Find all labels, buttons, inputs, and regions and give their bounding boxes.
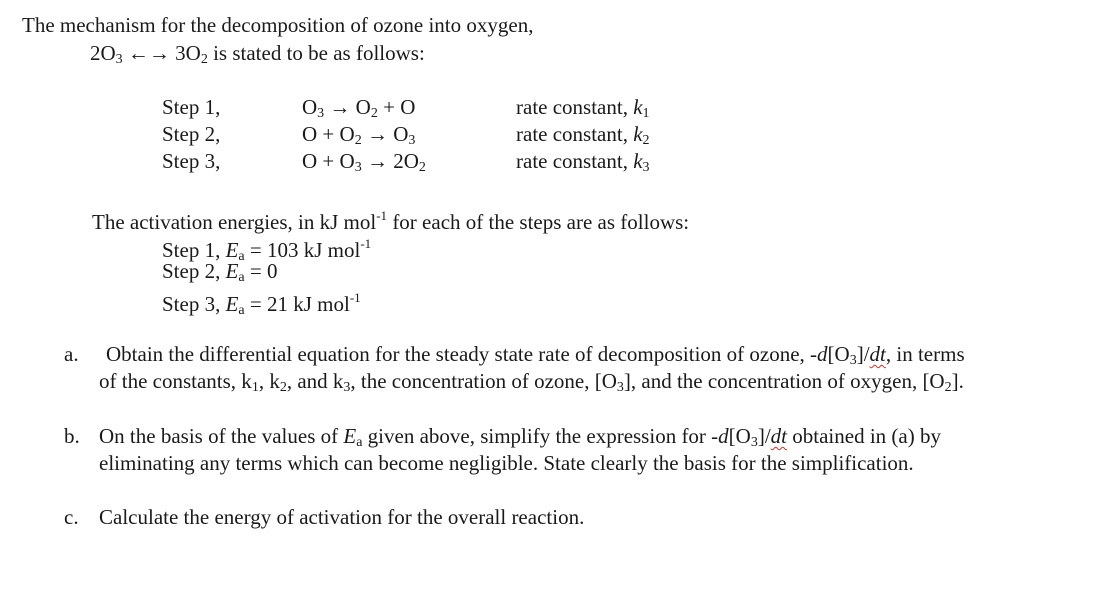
eq-oxygen-sub: 2 [200, 52, 208, 67]
question-b-marker: b. [64, 424, 80, 448]
step-3-label: Step 3, [162, 149, 221, 173]
question-c-line-1: Calculate the energy of activation for the overall reaction. [99, 505, 585, 529]
step-1-reaction: $O_3 \to O_2 + O$ [302, 95, 416, 121]
eq-ozone: 2O [90, 41, 116, 65]
step-3-reaction: $O + O_3 \to 2O_2$ [302, 149, 426, 175]
step-2-reaction: $O + O_2 \to O_3$ [302, 122, 416, 148]
activation-intro: The activation energies, in kJ mol$^{-1}$ for each of the steps are as follows: [92, 208, 690, 234]
question-a-marker: a. [64, 342, 79, 366]
question-a-line-1: Obtain the differential equation for the steady state rate of decomposition of ozone, $-d[O_3]/dt$, in terms [106, 342, 965, 368]
question-b-line-2: eliminating any terms which can become negligible. State clearly the basis for the simplification. [99, 451, 914, 475]
step-1-label: Step 1, [162, 95, 221, 119]
step-2-rate: rate constant, $k_2$ [516, 122, 650, 148]
question-a-line-2: of the constants, $k_1$, $k_2$, and $k_3$, the concentration of ozone, $[O_3]$, and the concentration of oxygen, $[O_2]$. [99, 369, 964, 395]
step-1-rate: rate constant, $k_1$ [516, 95, 650, 121]
question-b-line-1: On the basis of the values of $E_a$ given above, simplify the expression for $-d[O_3]/dt$ obtained in (a) by [99, 424, 941, 450]
eq-tail: is stated to be as follows: [207, 41, 425, 65]
eq-arrow: ←→ [127, 41, 170, 65]
eq-ozone-sub: 3 [115, 52, 123, 67]
question-c-marker: c. [64, 505, 79, 529]
intro-line-1: The mechanism for the decomposition of ozone into oxygen, [22, 13, 534, 37]
step-3-rate: rate constant, $k_3$ [516, 149, 650, 175]
activation-step-2: Step 2, $E_a = 0$ [162, 259, 278, 285]
activation-step-3: Step 3, $E_a = 21$ kJ mol$^{-1}$ [162, 290, 361, 318]
step-2-label: Step 2, [162, 122, 221, 146]
eq-oxygen: 3O [175, 41, 201, 65]
activation-step-1: Step 1, $E_a = 103$ kJ mol$^{-1}$ [162, 236, 372, 264]
overall-equation [90, 40, 425, 73]
